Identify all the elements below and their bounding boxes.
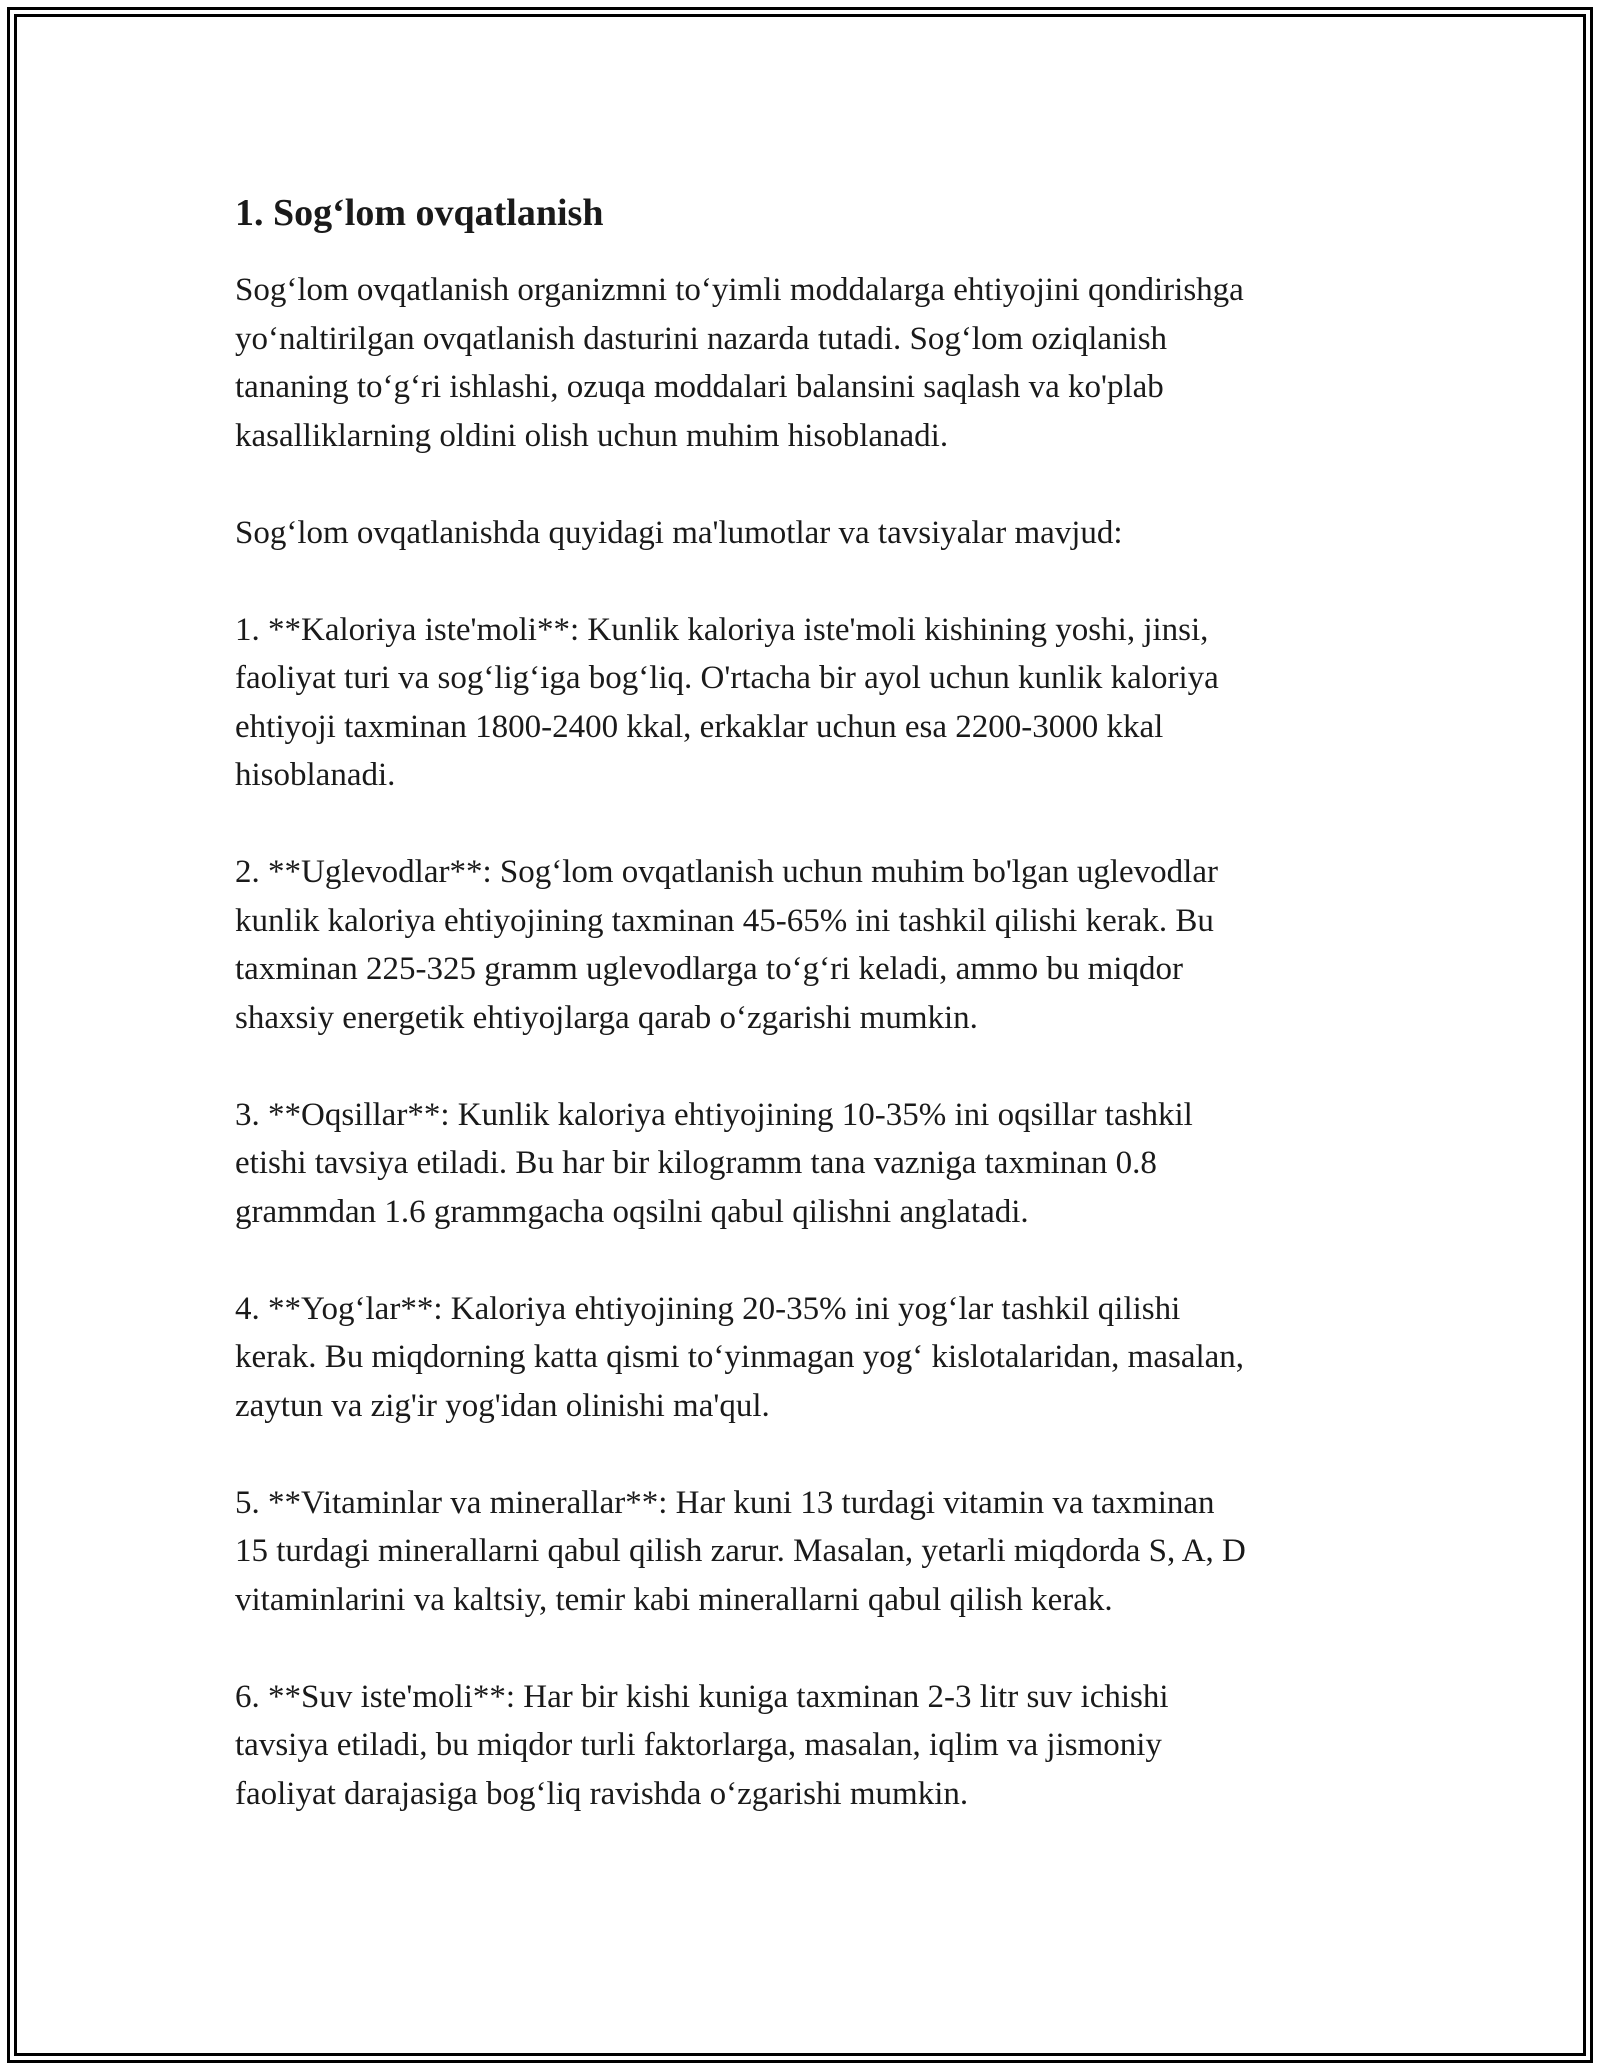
list-item-calories: 1. **Kaloriya iste'moli**: Kunlik kaloriya iste'moli kishining yoshi, jinsi, faoliyat turi va sog‘lig‘iga bog‘liq. O'rtacha bir ayol uchun kunlik kaloriya ehtiyoji taxminan 1800-2400 kkal, erkaklar uchun esa 2200-3000 kkal hisoblanadi. xyxy=(235,611,1219,793)
document-body xyxy=(235,186,1375,1867)
list-item-vitamins-minerals: 5. **Vitaminlar va minerallar**: Har kuni 13 turdagi vitamin va taxminan 15 turdagi minerallarni qabul qilish zarur. Masalan, yetarli miqdorda S, A, D vitaminlarini va kaltsiy, temir kabi minerallarni qabul qilish kerak. xyxy=(235,1484,1246,1618)
list-item-water: 6. **Suv iste'moli**: Har bir kishi kuniga taxminan 2-3 litr suv ichishi tavsiya etiladi, bu miqdor turli faktorlarga, masalan, iqlim va jismoniy faoliyat darajasiga bog‘liq ravishda o‘zgarishi mumkin. xyxy=(235,1678,1169,1812)
list-item-fats: 4. **Yog‘lar**: Kaloriya ehtiyojining 20-35% ini yog‘lar tashkil qilishi kerak. Bu miqdorning katta qismi to‘yinmagan yog‘ kislotalaridan, masalan, zaytun va zig'ir yog'idan olinishi ma'qul. xyxy=(235,1290,1245,1424)
intro-paragraph: Sog‘lom ovqatlanish organizmni to‘yimli moddalarga ehtiyojini qondirishga yo‘naltirilgan ovqatlanish dasturini nazarda tutadi. Sog‘lom oziqlanish tananing to‘g‘ri ishlashi, ozuqa moddalari balansini saqlash va ko'plab kasalliklarning oldini olish uchun muhim hisoblanadi. xyxy=(235,272,1244,454)
document-title: 1. Sog‘lom ovqatlanish xyxy=(235,192,604,234)
list-item-carbohydrates: 2. **Uglevodlar**: Sog‘lom ovqatlanish uchun muhim bo'lgan uglevodlar kunlik kaloriya ehtiyojining taxminan 45-65% ini tashkil qilishi kerak. Bu taxminan 225-325 gramm uglevodlarga to‘g‘ri keladi, ammo bu miqdor shaxsiy energetik ehtiyojlarga qarab o‘zgarishi mumkin. xyxy=(235,854,1218,1036)
list-item-proteins: 3. **Oqsillar**: Kunlik kaloriya ehtiyojining 10-35% ini oqsillar tashkil etishi tavsiya etiladi. Bu har bir kilogramm tana vazniga taxminan 0.8 grammdan 1.6 grammgacha oqsilni qabul qilishni anglatadi. xyxy=(235,1096,1193,1230)
list-intro-paragraph: Sog‘lom ovqatlanishda quyidagi ma'lumotlar va tavsiyalar mavjud: xyxy=(235,514,1123,551)
